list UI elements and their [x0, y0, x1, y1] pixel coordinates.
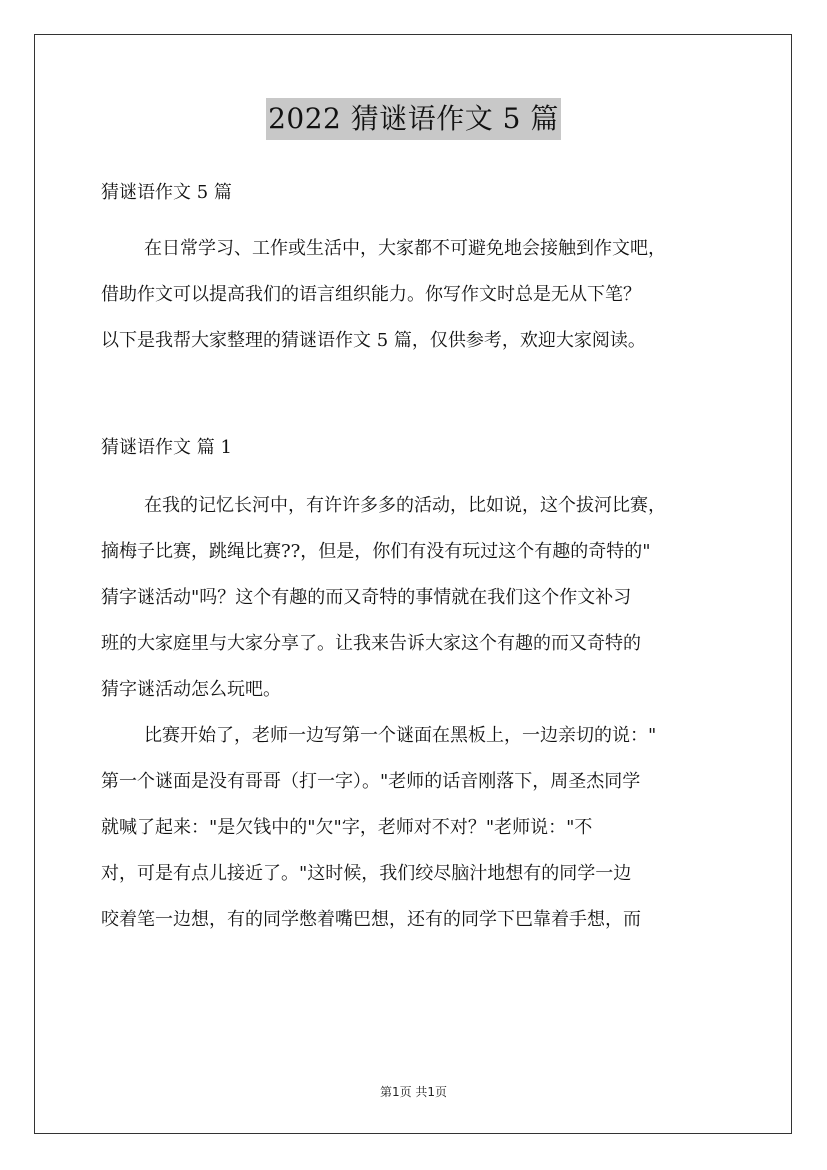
- intro-line: 在日常学习、工作或生活中，大家都不可避免地会接触到作文吧，: [144, 238, 666, 259]
- paragraph-line: 第一个谜面是没有哥哥（打一字）。"老师的话音刚落下，周圣杰同学: [101, 771, 641, 792]
- title-container: [0, 98, 827, 140]
- section-heading: 猜谜语作文 篇 1: [101, 437, 232, 458]
- paragraph-line: 猜字谜活动"吗？这个有趣的而又奇特的事情就在我们这个作文补习: [101, 587, 632, 608]
- paragraph-2: [101, 713, 733, 943]
- paragraph-line: 摘梅子比赛，跳绳比赛??，但是，你们有没有玩过这个有趣的奇特的": [101, 541, 651, 562]
- intro-line: 借助作文可以提高我们的语言组织能力。你写作文时总是无从下笔？: [101, 284, 641, 305]
- intro-line: 以下是我帮大家整理的猜谜语作文 5 篇，仅供参考，欢迎大家阅读。: [101, 330, 646, 351]
- paragraph-line: 比赛开始了，老师一边写第一个谜面在黑板上，一边亲切的说：": [144, 725, 657, 746]
- paragraph-line: 对，可是有点儿接近了。"这时候，我们绞尽脑汁地想有的同学一边: [101, 863, 632, 884]
- document-body: [101, 176, 733, 943]
- paragraph-line: 咬着笔一边想，有的同学憋着嘴巴想，还有的同学下巴靠着手想，而: [101, 909, 641, 930]
- page-footer: 第1页 共1页: [379, 1085, 448, 1099]
- paragraph-line: 就喊了起来："是欠钱中的"欠"字，老师对不对？"老师说："不: [101, 817, 593, 838]
- paragraph-line: 在我的记忆长河中，有许许多多的活动，比如说，这个拔河比赛，: [144, 495, 666, 516]
- paragraph-line: 班的大家庭里与大家分享了。让我来告诉大家这个有趣的而又奇特的: [101, 633, 641, 654]
- intro-paragraph: [101, 226, 733, 364]
- paragraph-line: 猜字谜活动怎么玩吧。: [101, 679, 281, 700]
- document-subtitle: 猜谜语作文 5 篇: [101, 182, 232, 203]
- document-title: 2022 猜谜语作文 5 篇: [266, 98, 561, 140]
- paragraph-1: [101, 483, 733, 713]
